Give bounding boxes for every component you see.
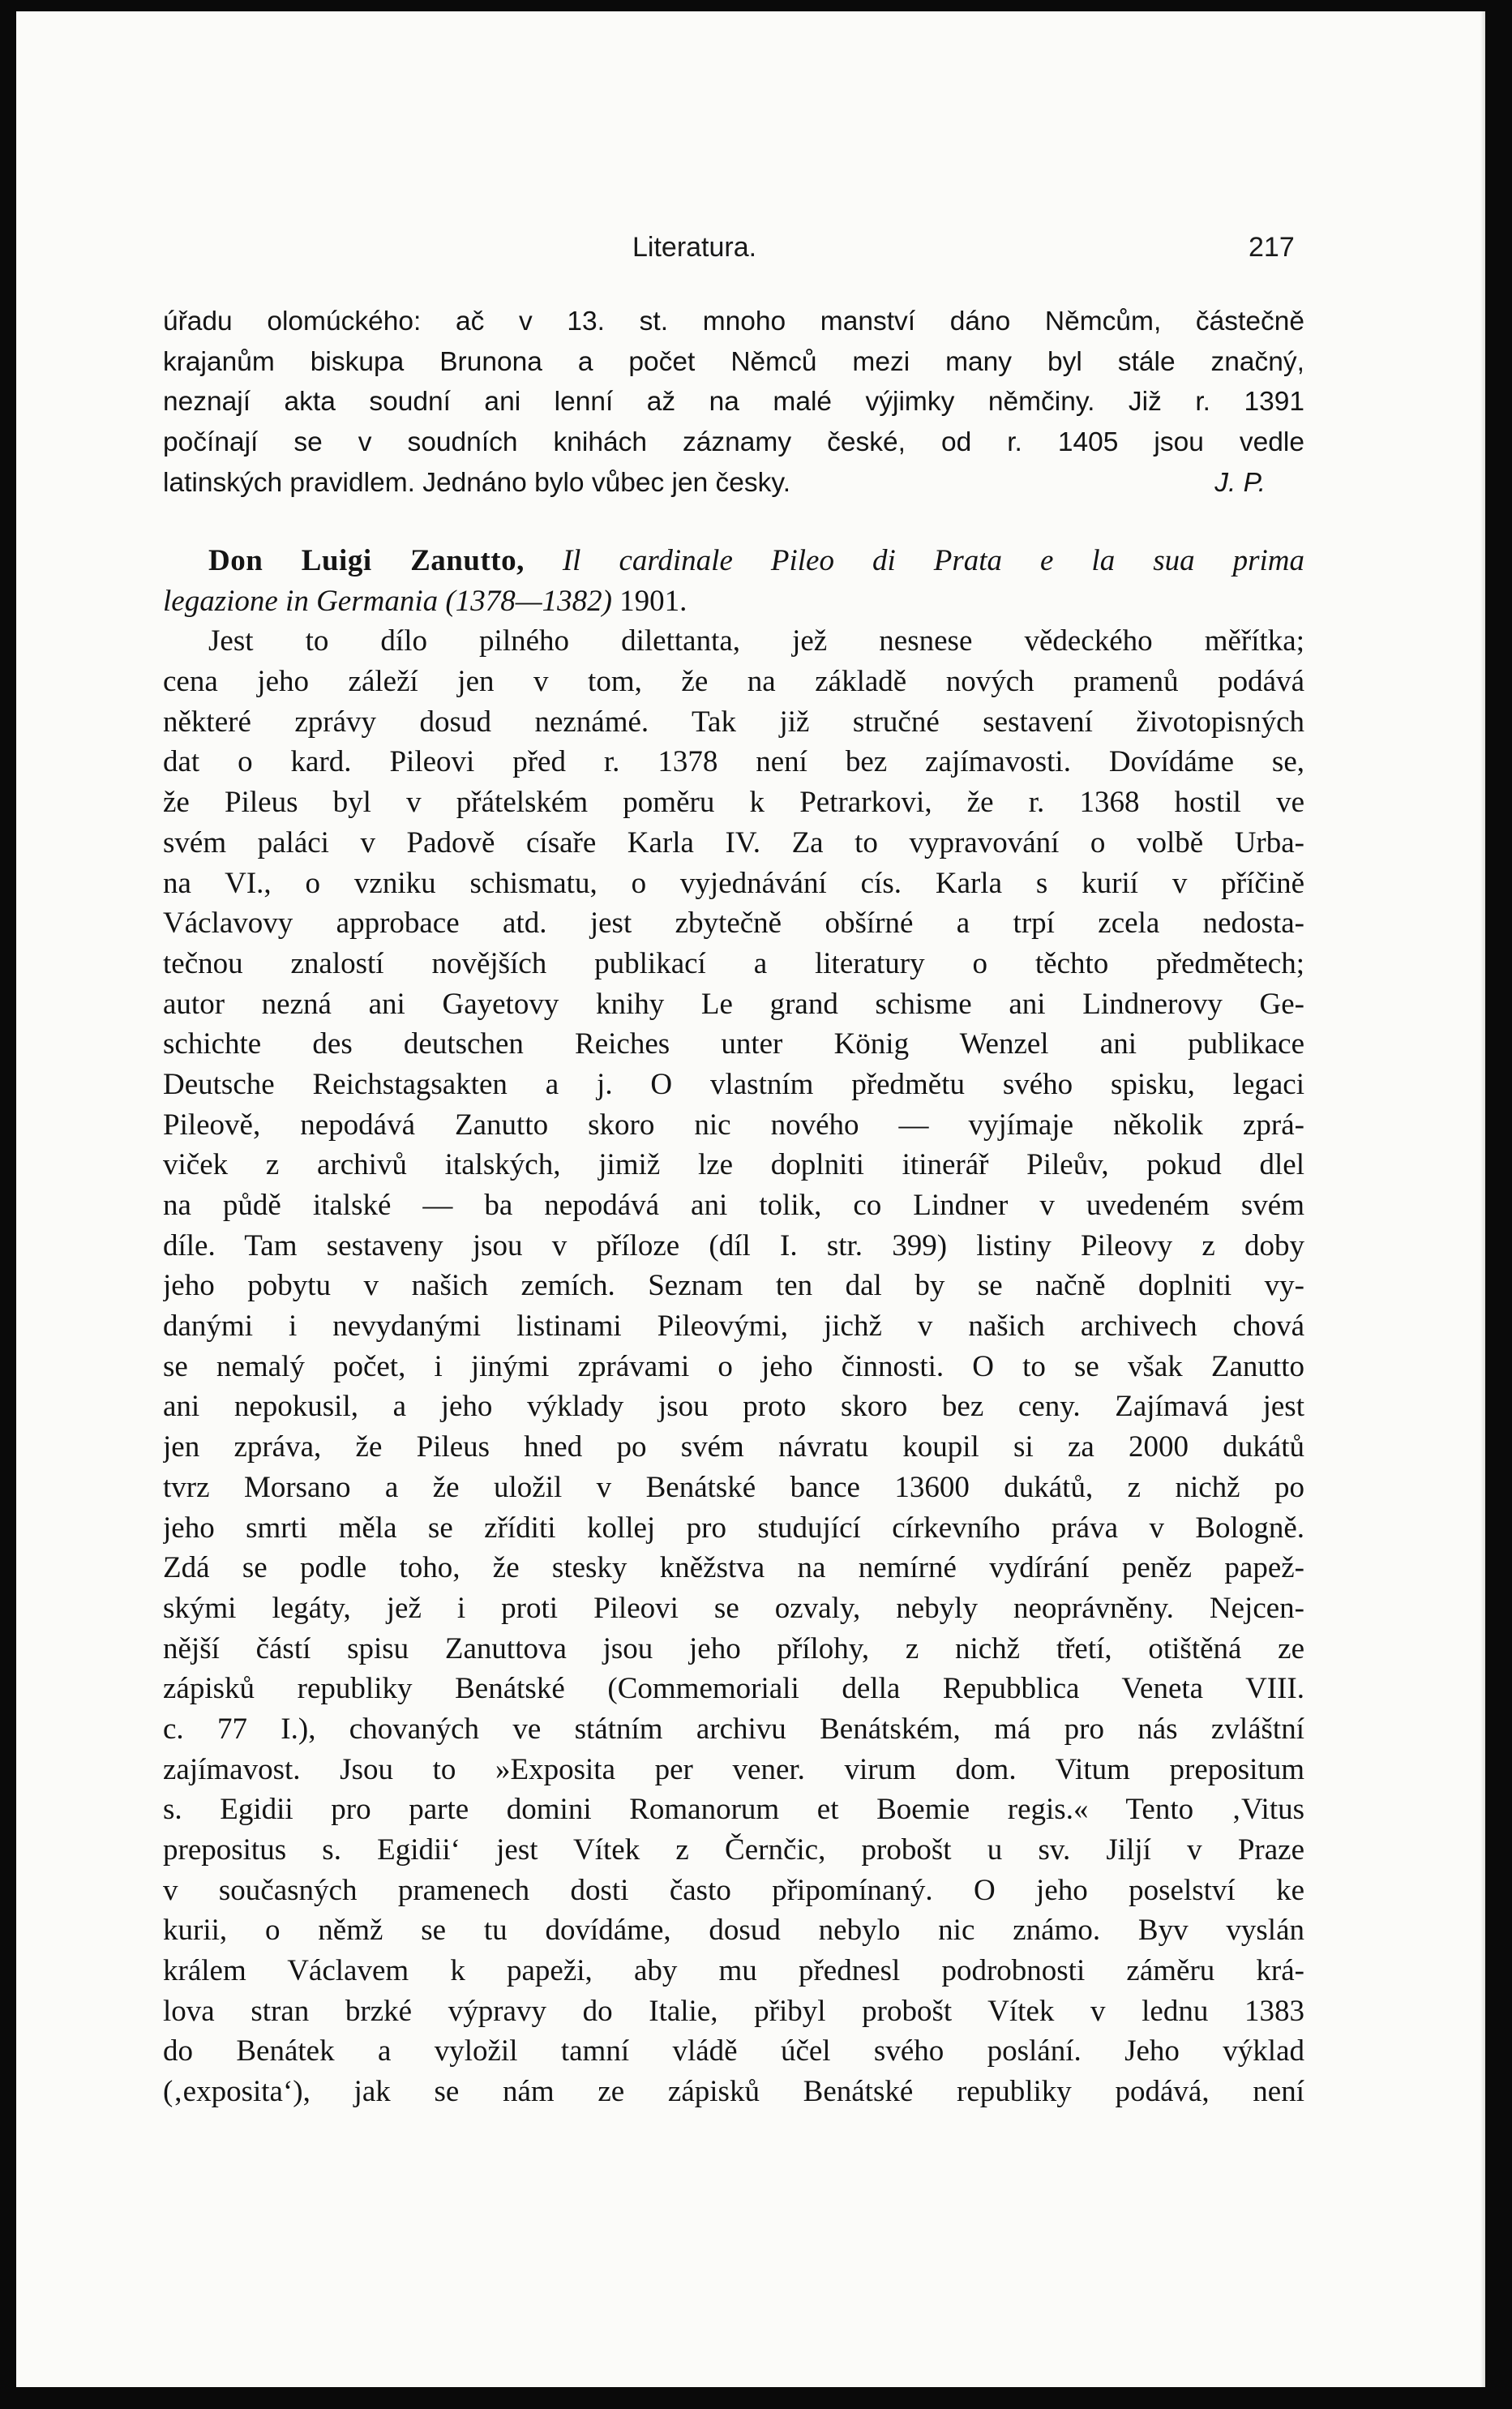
text-line: krajanům biskupa Brunona a počet Němců mezi many byl stále značný, xyxy=(163,346,1304,377)
page-header xyxy=(16,232,1485,272)
text-line: na VI., o vzniku schismatu, o vyjednávání cís. Karla s kurií v příčině xyxy=(163,866,1304,900)
text-line: úřadu olomúckého: ač v 13. st. mnoho manství dáno Němcům, částečně xyxy=(163,306,1304,336)
text-line: díle. Tam sestaveny jsou v příloze (díl I. str. 399) listiny Pileovy z doby xyxy=(163,1228,1304,1262)
text-line-content: latinských pravidlem. Jednáno bylo vůbec jen česky. xyxy=(163,467,791,498)
text-line: zápisků republiky Benátské (Commemoriali della Repubblica Veneta VIII. xyxy=(163,1672,1304,1706)
text-line: schichte des deutschen Reiches unter König Wenzel ani publikace xyxy=(163,1027,1304,1061)
text-line: do Benátek a vyložil tamní vládě účel svého poslání. Jeho výklad xyxy=(163,2034,1304,2068)
page-edge-shadow xyxy=(1480,11,1485,2387)
text-line: jeho smrti měla se zříditi kollej pro studující církevního práva v Bologně. xyxy=(163,1511,1304,1545)
review-title-cont: legazione in Germania (1378—1382) xyxy=(163,584,612,618)
text-line: s. Egidii pro parte domini Romanorum et Boemie regis.« Tento ‚Vitus xyxy=(163,1793,1304,1827)
text-line: c. 77 I.), chovaných ve státním archivu Benátském, má pro nás zvláštní xyxy=(163,1712,1304,1746)
first-paragraph xyxy=(163,302,1304,503)
text-line: Václavovy approbace atd. jest zbytečně obšírné a trpí zcela nedosta- xyxy=(163,907,1304,941)
review-heading xyxy=(163,541,1304,581)
text-line: králem Václavem k papeži, aby mu přednesl podrobnosti záměru krá- xyxy=(163,1954,1304,1988)
text-line: autor nezná ani Gayetovy knihy Le grand schisme ani Lindnerovy Ge- xyxy=(163,987,1304,1021)
review-title: Il cardinale Pileo di Prata e la sua prima xyxy=(562,544,1304,577)
review-author: Don Luigi Zanutto, xyxy=(208,544,525,577)
text-line: Jest to dílo pilného dilettanta, jež nesnese vědeckého měřítka; xyxy=(208,624,1304,658)
text-line: cena jeho záleží jen v tom, že na základě nových pramenů podává xyxy=(163,665,1304,699)
text-line: danými i nevydanými listinami Pileovými, jichž v našich archivech chová xyxy=(163,1310,1304,1344)
running-title: Literatura. xyxy=(632,232,757,263)
text-line: Zdá se podle toho, že stesky kněžstva na nemírné vydírání peněz papež- xyxy=(163,1551,1304,1585)
text-line: tečnou znalostí novějších publikací a literatury o těchto předmětech; xyxy=(163,946,1304,980)
text-line: prepositus s. Egidii‘ jest Vítek z Černčic, probošt u sv. Jiljí v Praze xyxy=(163,1833,1304,1867)
text-line: jen zpráva, že Pileus hned po svém návratu koupil si za 2000 dukátů xyxy=(163,1430,1304,1464)
page-number: 217 xyxy=(1249,232,1295,263)
text-line: skými legáty, jež i proti Pileovi se ozvaly, nebyly neoprávněny. Nejcen- xyxy=(163,1591,1304,1625)
text-line xyxy=(163,463,1304,504)
review-entry xyxy=(163,541,1304,2112)
text-line: některé zprávy dosud neznámé. Tak již stručné sestavení životopisných xyxy=(163,705,1304,739)
review-body xyxy=(163,621,1304,2111)
text-line: neznají akta soudní ani lenní až na malé výjimky němčiny. Již r. 1391 xyxy=(163,387,1304,418)
text-line: nější částí spisu Zanuttova jsou jeho přílohy, z nichž třetí, otištěná ze xyxy=(163,1631,1304,1665)
review-year: 1901. xyxy=(611,584,687,618)
text-line: počínají se v soudních knihách záznamy české, od r. 1405 jsou vedle xyxy=(163,427,1304,458)
text-line: dat o kard. Pileovi před r. 1378 není bez zajímavosti. Dovídáme se, xyxy=(163,745,1304,779)
text-line: v současných pramenech dosti často připomínaný. O jeho poselství ke xyxy=(163,1873,1304,1907)
review-heading-cont xyxy=(163,581,1304,622)
text-line: viček z archivů italských, jimiž lze doplniti itinerář Pileův, pokud dlel xyxy=(163,1148,1304,1182)
text-line: lova stran brzké výpravy do Italie, přibyl probošt Vítek v lednu 1383 xyxy=(163,1994,1304,2028)
text-line: ani nepokusil, a jeho výklady jsou proto skoro bez ceny. Zajímavá jest xyxy=(163,1390,1304,1424)
document-page xyxy=(16,11,1485,2387)
text-line: se nemalý počet, i jinými zprávami o jeho činnosti. O to se však Zanutto xyxy=(163,1349,1304,1383)
text-line: (‚exposita‘), jak se nám ze zápisků Benátské republiky podává, není xyxy=(163,2075,1304,2109)
text-line: Pileově, nepodává Zanutto skoro nic nového — vyjímaje několik zprá- xyxy=(163,1108,1304,1142)
text-line: na půdě italské — ba nepodává ani tolik, co Lindner v uvedeném svém xyxy=(163,1189,1304,1222)
text-line: jeho pobytu v našich zemích. Seznam ten dal by se načně doplniti vy- xyxy=(163,1269,1304,1303)
text-line: svém paláci v Padově císaře Karla IV. Za to vypravování o volbě Urba- xyxy=(163,825,1304,859)
text-line: že Pileus byl v přátelském poměru k Petrarkovi, že r. 1368 hostil ve xyxy=(163,786,1304,820)
text-line: kurii, o němž se tu dovídáme, dosud nebylo nic známo. Byv vyslán xyxy=(163,1914,1304,1948)
signature: J. P. xyxy=(1214,467,1266,498)
text-line: tvrz Morsano a že uložil v Benátské bance 13600 dukátů, z nichž po xyxy=(163,1470,1304,1504)
text-line: Deutsche Reichstagsakten a j. O vlastním předmětu svého spisku, legaci xyxy=(163,1067,1304,1101)
text-line: zajímavost. Jsou to »Exposita per vener. virum dom. Vitum prepositum xyxy=(163,1752,1304,1786)
